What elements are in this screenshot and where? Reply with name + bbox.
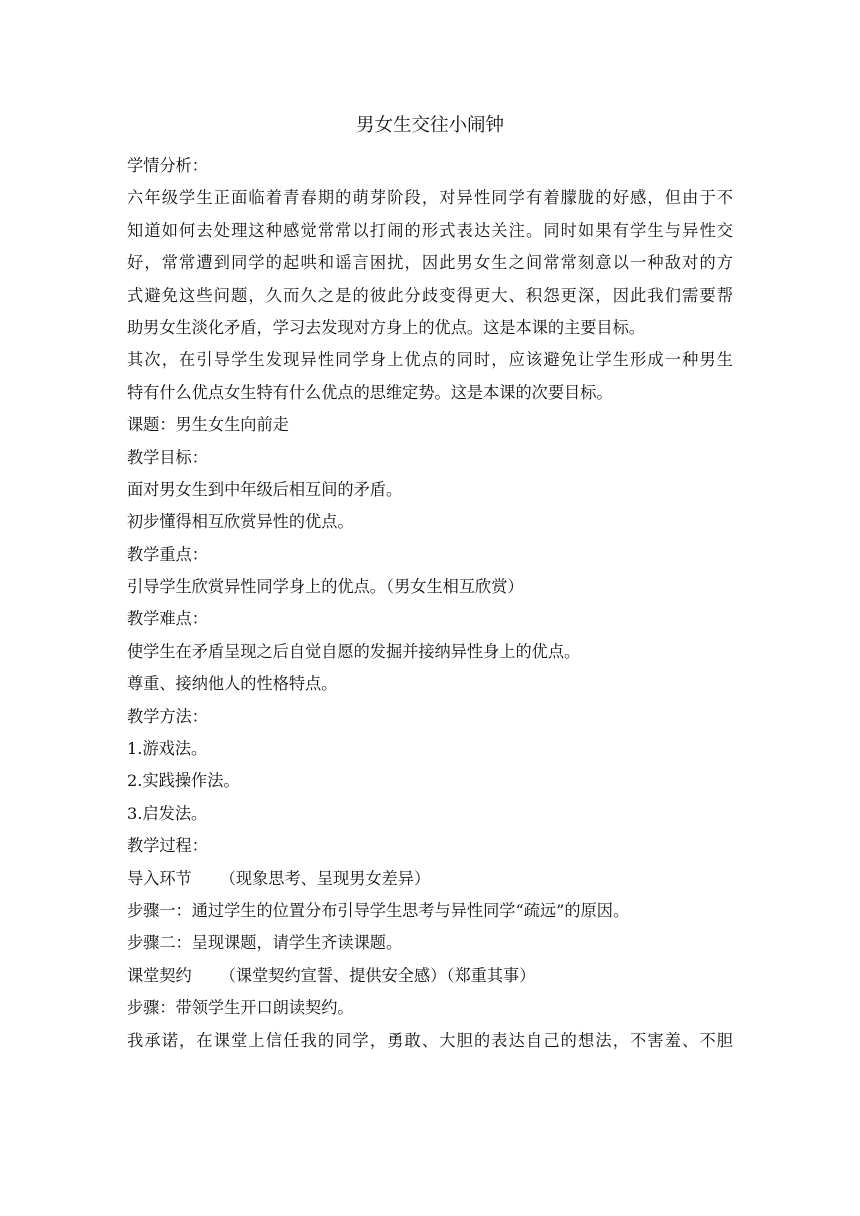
- difficulty-heading: 教学难点：: [127, 609, 208, 629]
- goal-item: 初步懂得相互欣赏异性的优点。: [127, 512, 354, 532]
- promise-line: 我承诺，在课堂上信任我的同学，勇敢、大胆的表达自己的想法，不害羞、不胆: [127, 1030, 733, 1050]
- key-heading: 教学重点：: [127, 544, 208, 564]
- difficulty-item: 使学生在矛盾呈现之后自觉自愿的发掘并接纳异性身上的优点。: [127, 641, 581, 661]
- process-heading: 教学过程：: [127, 836, 208, 856]
- paragraph-line: 特有什么优点女生特有什么优点的思维定势。这是本课的次要目标。: [127, 382, 613, 402]
- paragraph-line: 六年级学生正面临着青春期的萌芽阶段，对异性同学有着朦胧的好感，但由于不: [127, 188, 733, 208]
- method-item: 2.实践操作法。: [127, 771, 240, 791]
- goals-heading: 教学目标：: [127, 447, 208, 467]
- paragraph-line: 好，常常遭到同学的起哄和谣言困扰，因此男女生之间常常刻意以一种敌对的方: [127, 253, 733, 273]
- intro-step: 步骤二：呈现课题，请学生齐读课题。: [127, 933, 403, 953]
- analysis-heading: 学情分析：: [127, 156, 208, 175]
- method-item: 3.启发法。: [127, 803, 208, 823]
- intro-label: 导入环节: [127, 868, 192, 888]
- key-item: 引导学生欣赏异性同学身上的优点。（男女生相互欣赏）: [127, 577, 524, 597]
- contract-line: [127, 960, 733, 992]
- contract-note: （课堂契约宣誓、提供安全感）（郑重其事）: [219, 965, 536, 985]
- intro-step: 步骤一：通过学生的位置分布引导学生思考与异性同学“疏远”的原因。: [127, 900, 630, 920]
- contract-label: 课堂契约: [127, 965, 192, 985]
- contract-step: 步骤：带领学生开口朗读契约。: [127, 998, 354, 1018]
- difficulty-item: 尊重、接纳他人的性格特点。: [127, 674, 338, 694]
- goal-item: 面对男女生到中年级后相互间的矛盾。: [127, 479, 403, 499]
- paragraph-line: 助男女生淡化矛盾，学习去发现对方身上的优点。这是本课的主要目标。: [127, 317, 645, 337]
- intro-line: [127, 863, 733, 895]
- paragraph-line: 其次，在引导学生发现异性同学身上优点的同时，应该避免让学生形成一种男生: [127, 350, 733, 370]
- topic-line: 课题：男生女生向前走: [127, 415, 289, 435]
- intro-note: （现象思考、呈现男女差异）: [219, 868, 431, 888]
- paragraph-line: 知道如何去处理这种感觉常常以打闹的形式表达关注。同时如果有学生与异性交: [127, 220, 733, 240]
- paragraph-line: 式避免这些问题，久而久之是的彼此分歧变得更大、积怨更深，因此我们需要帮: [127, 285, 733, 305]
- document-body: [127, 150, 733, 1057]
- methods-heading: 教学方法：: [127, 706, 208, 726]
- document-title: 男女生交往小闹钟: [355, 115, 504, 136]
- method-item: 1.游戏法。: [127, 739, 208, 759]
